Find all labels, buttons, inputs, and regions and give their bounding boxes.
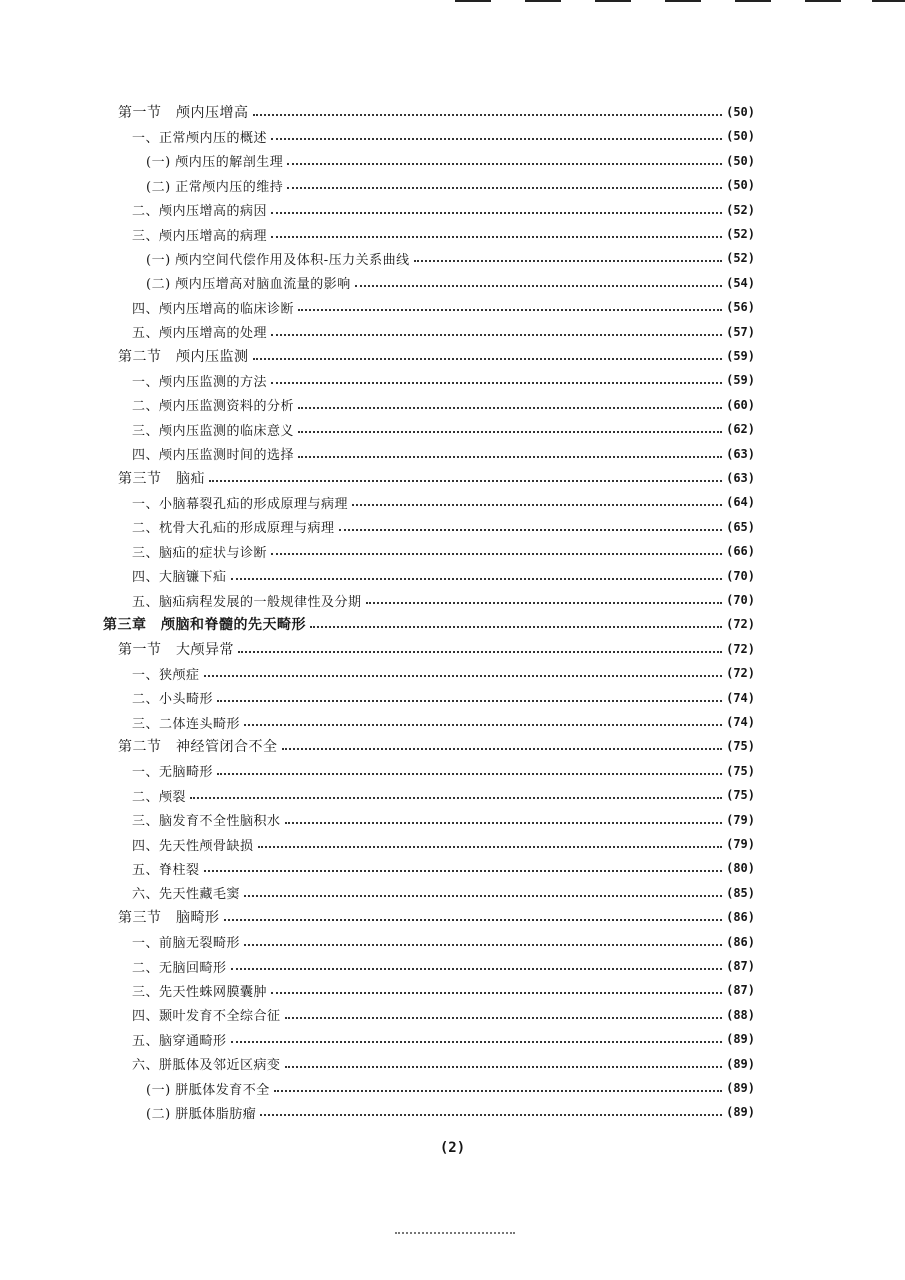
toc-entry [132,198,755,222]
toc-entry [146,149,755,173]
toc-leader-dots [274,1090,722,1092]
toc-leader-dots [204,870,723,872]
toc-entry-title: 第二节 颅内压监测 [118,349,249,365]
toc-entry [132,222,755,246]
toc-entry-page: (70) [726,593,755,607]
toc-entry-page: (65) [726,519,755,534]
toc-entry-page: (50) [726,153,755,168]
toc-entry-title: (一) 颅内压的解剖生理 [146,155,284,171]
toc-leader-dots [204,675,723,677]
toc-entry-page: (74) [726,715,755,729]
toc-entry-title: 第三节 脑疝 [118,471,205,487]
toc-leader-dots [244,895,722,897]
toc-entry [146,1076,755,1100]
toc-leader-dots [355,285,722,287]
toc-leader-dots [231,1041,723,1043]
toc-entry [132,759,755,783]
toc-leader-dots [258,846,723,848]
toc-entry [132,881,755,905]
toc-entry [132,295,755,319]
toc-entry-title: 二、颅裂 [132,789,187,805]
toc-entry [118,100,755,124]
toc-entry [146,173,755,197]
toc-entry [132,393,755,417]
toc-entry [132,588,755,612]
toc-leader-dots [224,919,723,921]
toc-entry-page: (66) [726,544,755,559]
toc-leader-dots [414,260,722,262]
toc-entry-title: 五、脑穿通畸形 [132,1033,227,1049]
toc-entry-title: (二) 颅内压增高对脑血流量的影响 [146,277,351,293]
toc-entry-page: (79) [726,812,755,827]
toc-entry-page: (64) [726,495,755,510]
toc-leader-dots [298,407,722,409]
toc-entry-page: (63) [726,446,755,461]
toc-entry-page: (86) [726,910,755,925]
toc-entry-page: (52) [726,251,755,266]
toc-entry [132,856,755,880]
toc-entry [132,1052,755,1076]
toc-leader-dots [352,504,722,506]
toc-leader-dots [260,1114,722,1116]
toc-entry-title: 六、胼胝体及邻近区病变 [132,1058,281,1074]
toc-leader-dots [287,163,722,165]
toc-entry-title: 四、颅内压增高的临床诊断 [132,301,295,317]
toc-leader-dots [271,138,722,140]
toc-entry-page: (80) [726,861,755,876]
toc-entry-page: (52) [726,227,755,241]
toc-entry [103,612,755,636]
toc-entry-page: (85) [726,885,755,900]
toc-entry-page: (50) [726,129,755,144]
toc-entry-title: 第一节 大颅异常 [118,641,234,658]
toc-leader-dots [285,1017,723,1019]
toc-leader-dots [285,1066,723,1068]
toc-entry-page: (52) [726,202,755,217]
toc-entry [118,734,755,758]
toc-entry-title: 四、颅内压监测时间的选择 [132,448,295,464]
toc-entry-page: (89) [726,1081,755,1095]
toc-leader-dots [271,553,722,555]
toc-entry-title: (一) 胼胝体发育不全 [146,1082,270,1098]
toc-entry [132,442,755,466]
toc-leader-dots [190,797,722,799]
toc-entry [132,368,755,392]
toc-leader-dots [285,822,723,824]
toc-entry-title: 三、二体连头畸形 [132,716,241,732]
toc-leader-dots [366,602,723,604]
toc-leader-dots [298,309,722,311]
toc-entry [118,466,755,490]
toc-entry [132,783,755,807]
toc-entry-page: (74) [726,690,755,705]
toc-entry-page: (72) [726,641,755,656]
page-number: (2) [439,1140,466,1156]
toc-entry-title: 三、颅内压监测的临床意义 [132,423,295,439]
toc-entry-page: (89) [726,1032,755,1047]
toc-leader-dots [298,431,722,433]
toc-entry-page: (50) [726,178,755,193]
toc-entry-page: (88) [726,1007,755,1022]
toc-entry [118,905,755,929]
toc-entry [146,246,755,270]
toc-entry [146,1100,755,1124]
toc-leader-dots [217,773,722,775]
toc-entry-page: (62) [726,422,755,437]
toc-entry [132,539,755,563]
toc-entry [132,710,755,734]
toc-entry-page: (89) [726,1056,755,1071]
top-edge-rule [872,0,905,2]
toc-entry [132,978,755,1002]
toc-entry [132,661,755,685]
toc-entry [132,686,755,710]
toc-entry-title: 二、小头畸形 [132,692,214,708]
toc-entry-title: 二、颅内压监测资料的分析 [132,399,295,415]
toc-entry-page: (63) [726,471,755,485]
toc-entry-title: 二、枕骨大孔疝的形成原理与病理 [132,521,335,537]
toc-entry [132,954,755,978]
toc-entry-page: (57) [726,324,755,339]
toc-leader-dots [298,456,722,458]
toc-leader-dots [244,724,722,726]
toc-leader-dots [282,748,723,750]
top-edge-rule [455,0,491,2]
toc-entry [132,320,755,344]
top-edge-rule [665,0,701,2]
toc-entry-page: (86) [726,934,755,949]
toc-entry-title: 一、无脑畸形 [132,765,214,781]
top-edge-rule [805,0,841,2]
toc-entry [132,564,755,588]
toc-entry [132,490,755,514]
toc-leader-dots [209,480,722,482]
toc-entry-title: 第三节 脑畸形 [118,910,220,927]
scan-smudge [395,1230,515,1234]
toc-entry-title: 二、无脑回畸形 [132,960,227,976]
toc-entry-page: (72) [726,617,755,632]
toc-entry-title: 三、先天性蛛网膜囊肿 [132,984,268,1000]
top-edge-rule [735,0,771,2]
toc-entry-title: 四、先天性颅骨缺损 [132,838,254,854]
toc-entry-title: 四、颞叶发育不全综合征 [132,1009,281,1025]
toc-entry [132,417,755,441]
toc-entry-title: 一、小脑幕裂孔疝的形成原理与病理 [132,496,349,512]
toc-entry [132,930,755,954]
toc-entry-title: 六、先天性藏毛窦 [132,887,241,903]
top-edge-rule [595,0,631,2]
toc-entry-title: 一、前脑无裂畸形 [132,936,241,952]
toc-entry-title: 一、狭颅症 [132,667,200,683]
toc-entry-title: (二) 正常颅内压的维持 [146,179,284,195]
toc-entry [132,1003,755,1027]
toc-entry-title: (二) 胼胝体脂肪瘤 [146,1106,257,1122]
toc-entry [146,271,755,295]
toc-leader-dots [339,529,723,531]
toc-entry-title: 第三章 颅脑和脊髓的先天畸形 [103,617,306,634]
toc-entry-page: (50) [726,105,755,119]
toc-entry-page: (87) [726,983,755,998]
toc-entry-title: 四、大脑镰下疝 [132,570,227,586]
toc-entry-title: 三、颅内压增高的病理 [132,228,268,244]
toc-entry [132,1027,755,1051]
toc-entry-title: 一、颅内压监测的方法 [132,374,268,390]
toc-leader-dots [231,968,723,970]
toc-entry-page: (87) [726,959,755,973]
toc-entry-page: (59) [726,349,755,363]
toc-entry-page: (70) [726,568,755,583]
toc-entry-page: (75) [726,739,755,754]
toc-entry-page: (56) [726,300,755,315]
toc-entry-page: (60) [726,397,755,412]
toc-entry-page: (59) [726,373,755,388]
toc-entry-page: (89) [726,1105,755,1120]
toc-leader-dots [287,187,722,189]
toc-entry [118,344,755,368]
toc-leader-dots [271,236,722,238]
toc-entry [132,515,755,539]
toc-leader-dots [271,992,722,994]
toc-entry-title: 第一节 颅内压增高 [118,105,249,121]
toc-entry-page: (79) [726,837,755,851]
toc-entry [118,637,755,661]
toc-entry-title: 一、正常颅内压的概述 [132,130,268,146]
toc-entry-title: 三、脑疝的症状与诊断 [132,545,268,561]
toc-leader-dots [217,700,722,702]
toc-leader-dots [253,358,723,360]
toc-entry-title: 三、脑发育不全性脑积水 [132,814,281,830]
toc-entry-title: 五、颅内压增高的处理 [132,326,268,342]
toc-leader-dots [271,334,722,336]
toc-entry [132,832,755,856]
toc-entry-title: 五、脑疝病程发展的一般规律性及分期 [132,594,362,610]
toc-leader-dots [310,626,722,628]
toc-leader-dots [238,651,722,653]
top-edge-rule [525,0,561,2]
toc-entry-page: (54) [726,275,755,290]
toc-leader-dots [253,114,723,116]
toc-leader-dots [271,212,722,214]
toc-entry-title: 二、颅内压增高的病因 [132,204,268,220]
toc-entry [132,124,755,148]
toc-entry-page: (72) [726,666,755,681]
toc-leader-dots [271,382,722,384]
toc-entry-page: (75) [726,788,755,803]
toc-entry-title: 五、脊柱裂 [132,862,200,878]
toc-entry-title: 第二节 神经管闭合不全 [118,739,278,756]
toc-entry-page: (75) [726,763,755,778]
toc-entry-title: (一) 颅内空间代偿作用及体积-压力关系曲线 [146,252,410,268]
toc-entry [132,808,755,832]
toc-leader-dots [231,578,723,580]
toc-leader-dots [244,944,722,946]
